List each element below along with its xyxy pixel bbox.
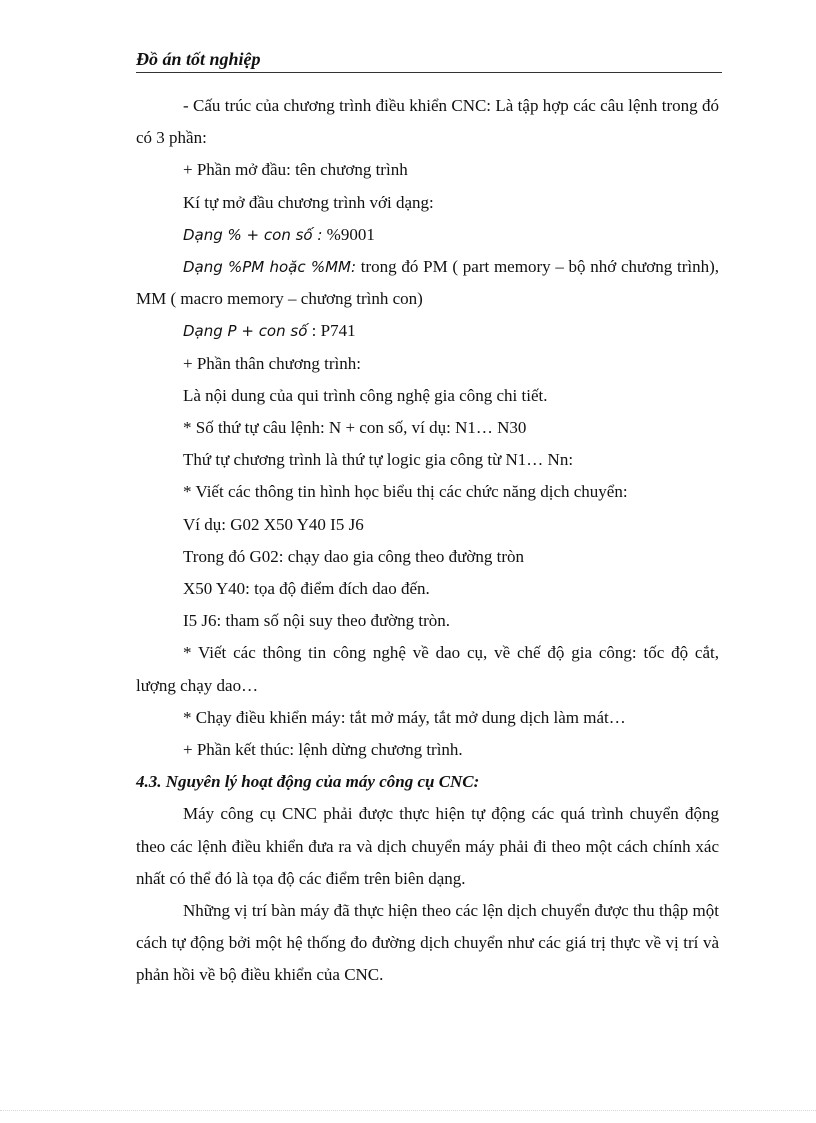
document-header xyxy=(136,48,722,73)
section-heading: 4.3. Nguyên lý hoạt động của máy công cụ CNC: xyxy=(136,772,480,792)
line-sequence-number: * Số thứ tự câu lệnh: N + con số, ví dụ: N1… N30 xyxy=(183,418,527,438)
form-pm-mm-text: trong đó PM ( part memory – bộ nhớ chương trình), MM ( macro memory – chương trình con) xyxy=(136,257,719,309)
line-opening-part: + Phần mở đầu: tên chương trình xyxy=(183,160,408,180)
form-percent-value: %9001 xyxy=(322,224,375,244)
line-form-percent xyxy=(136,219,719,251)
paragraph-program-structure: - Cấu trúc của chương trình điều khiển CNC: Là tập hợp các câu lệnh trong đó có 3 phần: xyxy=(136,96,719,148)
page-body xyxy=(136,90,719,992)
line-end-part: + Phần kết thúc: lệnh dừng chương trình. xyxy=(183,740,463,760)
form-percent-label: Dạng % + con số : xyxy=(183,225,323,244)
paragraph-tech-info: * Viết các thông tin công nghệ về dao cụ, về chế độ gia công: tốc độ cắt, lượng chạy dao… xyxy=(136,643,719,695)
line-opening-char: Kí tự mở đầu chương trình với dạng: xyxy=(183,192,434,212)
line-program-order: Thứ tự chương trình là thứ tự logic gia công từ N1… Nn: xyxy=(183,450,574,470)
line-body-content: Là nội dung của qui trình công nghệ gia công chi tiết. xyxy=(183,385,548,405)
form-p-value: : P741 xyxy=(307,321,356,341)
line-form-p xyxy=(136,315,719,347)
line-x50-y40: X50 Y40: tọa độ điểm đích dao đến. xyxy=(183,579,430,599)
line-g02: Trong đó G02: chạy dao gia công theo đường tròn xyxy=(183,546,525,566)
line-form-pm-mm xyxy=(136,251,719,315)
page-bottom-divider xyxy=(0,1110,816,1111)
line-machine-control: * Chạy điều khiển máy: tắt mở máy, tắt mở dung dịch làm mát… xyxy=(183,707,626,727)
line-example: Ví dụ: G02 X50 Y40 I5 J6 xyxy=(183,514,364,534)
line-i5-j6: I5 J6: tham số nội suy theo đường tròn. xyxy=(183,611,451,631)
form-pm-mm-label: Dạng %PM hoặc %MM: xyxy=(183,258,357,277)
form-p-label: Dạng P + con số xyxy=(183,322,308,341)
line-geometry-info: * Viết các thông tin hình học biểu thị các chức năng dịch chuyển: xyxy=(183,482,628,502)
paragraph-principle: Máy công cụ CNC phải được thực hiện tự động các quá trình chuyển động theo các lệnh điều khiển đưa ra và dịch chuyển máy phải đi theo một cách chính xác nhất có thể đó là tọa độ các điểm trên biên dạng. xyxy=(136,804,719,888)
line-body-part: + Phần thân chương trình: xyxy=(183,353,361,373)
header-title: Đồ án tốt nghiệp xyxy=(136,49,261,69)
paragraph-positions: Những vị trí bàn máy đã thực hiện theo các lện dịch chuyển được thu thập một cách tự động bởi một hệ thống đo đường dịch chuyển như các giá trị thực về vị trí và phản hồi về bộ điều khiển của CNC. xyxy=(136,901,719,985)
